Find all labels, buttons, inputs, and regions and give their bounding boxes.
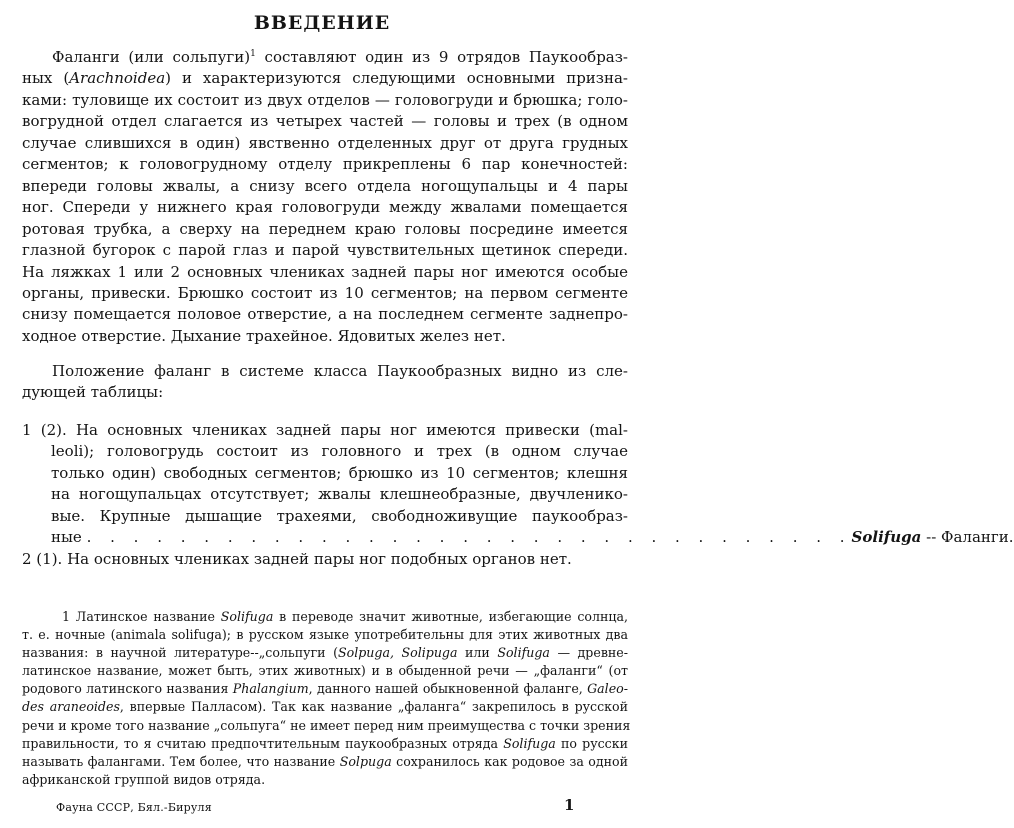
text-line: 1 (2). На основных члениках задней пары ног имеются привески (mal- xyxy=(22,421,628,439)
footer-signature: Фауна СССР, Бял.-Бируля xyxy=(56,801,212,814)
footnote xyxy=(22,608,631,789)
dot-leader: . . . . . . . . . . . . . . . . . . . . . . . . . . . . . . . . . xyxy=(86,528,852,547)
footnote-line: называть фалангами. Тем более, что название Solpuga сохранилось как родовое за одной xyxy=(22,753,628,769)
footnote-line: т. е. ночные (animala solifuga); в русском языке употребительны для этих животных два xyxy=(22,627,628,643)
footnote-line: речи и кроме того название „сольпуга“ не имеет перед ним преимущества с точки зрения xyxy=(22,717,631,733)
footnote-line: латинское название, может быть, этих животных) и в обыденной речи — „фаланги“ (от xyxy=(22,663,628,679)
text-line: вые. Крупные дышащие трахеями, свободноживущие паукообраз- xyxy=(51,506,628,525)
text-line: случае слившихся в один) явственно отделенных друг от друга грудных xyxy=(22,133,628,152)
text-line: ных (Arachnoidea) и характеризуются следующими основными призна- xyxy=(22,69,628,88)
text-line: ками: туловище их состоит из двух отделов — головогруди и брюшка; голо- xyxy=(22,90,628,109)
footnote-marker: 1 xyxy=(250,49,256,59)
classification-intro xyxy=(22,361,628,404)
footnote-line: африканской группой видов отряда. xyxy=(22,771,266,787)
text-line: глазной бугорок с парой глаз и парой чувствительных щетинок спереди. xyxy=(22,241,628,260)
footnote-line: des araneoides, впервые Палласом). Так как название „фаланга“ закрепилось в русской xyxy=(22,699,628,715)
footnote-line: правильности, то я считаю предпочтительным паукообразных отряда Solifuga по русски xyxy=(22,735,628,751)
text-line: органы, привески. Брюшко состоит из 10 сегментов; на первом сегменте xyxy=(22,283,628,302)
text-line: дующей таблицы: xyxy=(22,383,164,402)
text-line: ротовая трубка, а сверху на переднем краю головы посредине имеется xyxy=(22,219,628,238)
genus-name: Solifuga xyxy=(851,528,922,547)
key-entry-2 xyxy=(22,549,628,570)
text-line: На ляжках 1 или 2 основных члениках задней пары ног имеются особые xyxy=(22,262,628,281)
text-line: ные . . . . . . . . . . . . . . . . . . . . . . . . . . . . . . . . .Solifuga -- Фаланги. xyxy=(51,528,1014,547)
text-line: 2 (1). На основных члениках задней пары ног подобных органов нет. xyxy=(22,550,572,568)
text-line: снизу помещается половое отверстие, а на последнем сегменте заднепро- xyxy=(22,305,628,324)
intro-paragraph xyxy=(22,47,628,347)
text-line: ног. Спереди у нижнего края головогруди между жвалами помещается xyxy=(22,198,628,217)
page-title: ВВЕДЕНИЕ xyxy=(253,12,391,34)
text-line: Положение фаланг в системе класса Паукообразных видно из сле- xyxy=(52,362,628,380)
text-line: Фаланги (или сольпуги)$^1$ составляют один из 9 отрядов Паукообраз- xyxy=(52,48,628,66)
text-line: сегментов; к головогрудному отделу прикреплены 6 пар конечностей: xyxy=(22,155,628,174)
footnote-line: родового латинского названия Phalangium, данного нашей обыкновенной фаланге, Galeo- xyxy=(22,681,628,697)
text-line: только один) свободных сегментов; брюшко из 10 сегментов; клешня xyxy=(51,463,628,482)
text-line: ходное отверстие. Дыхание трахейное. Ядовитых желез нет. xyxy=(22,326,506,345)
text-line: на ногощупальцах отсутствует; жвалы клешнеобразные, двучленико- xyxy=(51,485,628,504)
key-entry-1 xyxy=(22,420,1014,549)
page-number: 1 xyxy=(564,796,575,814)
text-line: leoli); головогрудь состоит из головного и трех (в одном случае xyxy=(51,442,628,461)
footnote-line: 1 Латинское название Solifuga в переводе значит животные, избегающие солнца, xyxy=(62,609,628,624)
footnote-line: названия: в научной литературе--„сольпуги (Solpuga, Solipuga или Solifuga — древне- xyxy=(22,645,629,661)
text-line: впереди головы жвалы, а снизу всего отдела ногощупальцы и 4 пары xyxy=(22,176,628,195)
text-line: вогрудной отдел слагается из четырех частей — головы и трех (в одном xyxy=(22,112,628,131)
